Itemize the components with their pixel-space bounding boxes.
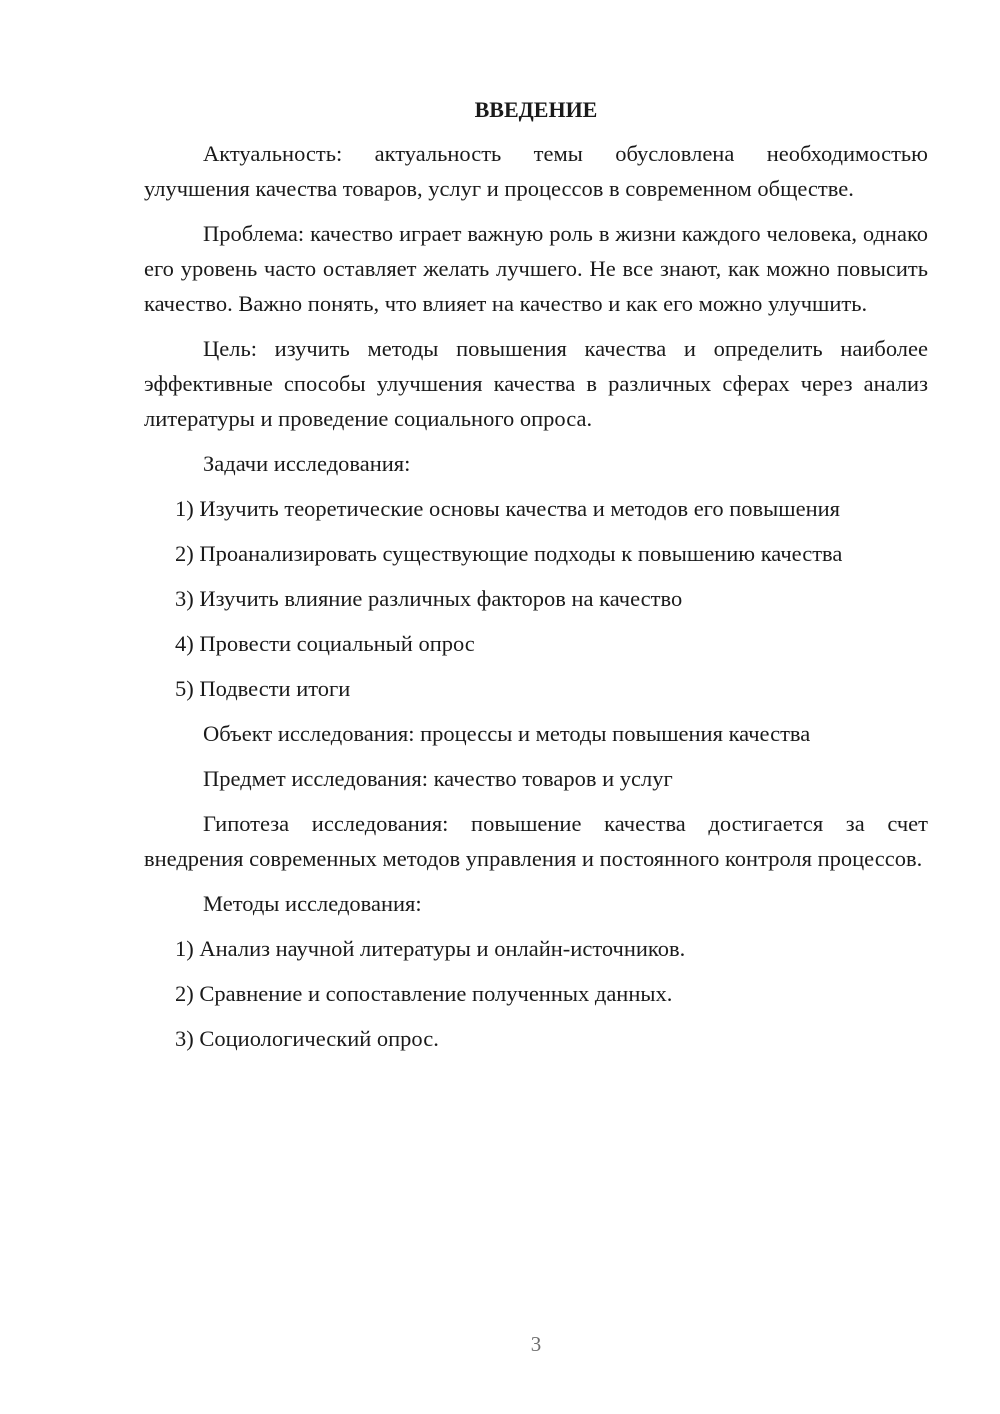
document-page	[144, 96, 928, 1066]
methods-label: Методы исследования:	[203, 891, 422, 916]
task-item: 3) Изучить влияние различных факторов на качество	[175, 586, 683, 611]
method-item: 3) Социологический опрос.	[175, 1026, 439, 1051]
problem-paragraph: Проблема: качество играет важную роль в жизни каждого человека, однако его уровень часто оставляет желать лучшего. Не все знают, как можно повысить качество. Важно понять, что влияет на качество и как его можно улучшить.	[144, 221, 928, 316]
page-number: 3	[530, 1332, 542, 1356]
goal-paragraph: Цель: изучить методы повышения качества и определить наиболее эффективные способы улучшения качества в различных сферах через анализ литературы и проведение социального опроса.	[144, 336, 928, 431]
method-item: 2) Сравнение и сопоставление полученных данных.	[175, 981, 673, 1006]
task-item: 5) Подвести итоги	[175, 676, 351, 701]
relevance-paragraph: Актуальность: актуальность темы обусловлена необходимостью улучшения качества товаров, услуг и процессов в современном обществе.	[144, 141, 928, 201]
task-item: 1) Изучить теоретические основы качества и методов его повышения	[175, 496, 841, 521]
task-item: 2) Проанализировать существующие подходы к повышению качества	[175, 541, 843, 566]
subject-line: Предмет исследования: качество товаров и услуг	[203, 766, 673, 791]
object-line: Объект исследования: процессы и методы повышения качества	[203, 721, 811, 746]
task-item: 4) Провести социальный опрос	[175, 631, 475, 656]
hypothesis-paragraph: Гипотеза исследования: повышение качества достигается за счет внедрения современных методов управления и постоянного контроля процессов.	[144, 811, 928, 871]
page-title: ВВЕДЕНИЕ	[474, 97, 598, 122]
method-item: 1) Анализ научной литературы и онлайн-источников.	[175, 936, 686, 961]
tasks-label: Задачи исследования:	[203, 451, 411, 476]
